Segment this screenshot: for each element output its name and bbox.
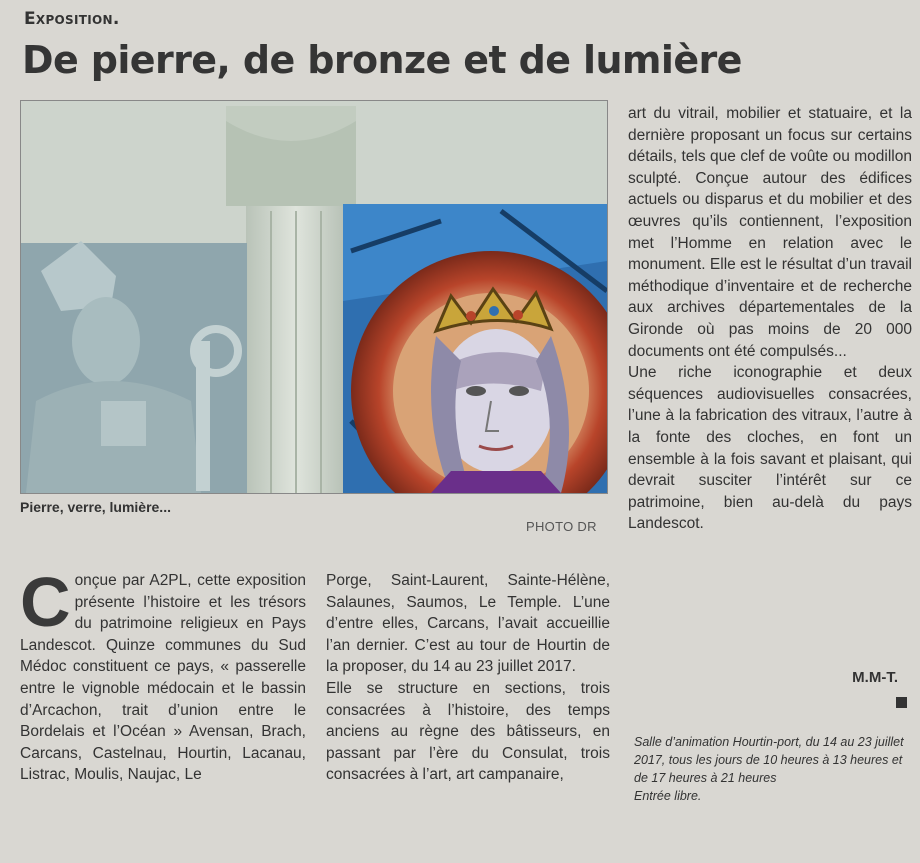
article-column-1 [20,563,306,786]
paragraph: Une riche iconographie et deux séquences audiovisuelles consacrées, l’une à la fabrication des vitraux, l’autre à la fonte des cloches, en font un ensemble à la fois savant et plaisant, qui devrait susciter l’intérêt sur ce patrimoine, bien au-delà du pays Landescot. [628,364,912,533]
event-info [634,733,916,805]
end-square-icon [896,697,907,708]
event-info-entry: Entrée libre. [634,789,702,803]
photo-illustration [21,101,607,493]
author-signature: M.M-T. [852,669,898,686]
paragraph: onçue par A2PL, cette exposition présente l’histoire et les trésors du patrimoine religieux en Pays Landescot. Quinze communes du Sud Médoc constituent ce pays, « passerelle entre le vignoble médocain et le bassin d’Arcachon, trait d’union entre le Bordelais et l’Océan » Avensan, Brach, Carcans, Castelnau, Hourtin, Lacanau, Listrac, Moulis, Naujac, Le [20,572,306,784]
photo-caption: Pierre, verre, lumière... [20,499,171,515]
article-column-2 [326,570,610,786]
article-column-3 [628,103,912,535]
event-info-details: Salle d’animation Hourtin-port, du 14 au 23 juillet 2017, tous les jours de 10 heures à 13 heures et de 17 heures à 21 heures [634,735,904,785]
paragraph: art du vitrail, mobilier et statuaire, et la dernière proposant un focus sur certains détails, tels que clef de voûte ou modillon sculpté. Conçue autour des édifices actuels ou disparus et du mobilier et des œuvres qu’ils contiennent, l’exposition met l’Homme en relation avec le monument. Elle est le résultat d’un travail méthodique d’inventaire et de recherche aux archives départementales de la Gironde où pas moins de 20 000 documents ont été compulsés... [628,105,912,360]
photo-credit: PHOTO DR [526,519,597,534]
drop-cap: C [20,563,71,641]
paragraph: Elle se structure en sections, trois consacrées à l’histoire, des temps anciens au règne des bâtisseurs, en passant par l’ère du Consulat, trois consacrées à l’art, art campanaire, [326,679,610,784]
article-title: De pierre, de bronze et de lumière [22,38,742,82]
article-photo [20,100,608,494]
paragraph: Porge, Saint-Laurent, Sainte-Hélène, Salaunes, Saumos, Le Temple. L’une d’entre elles, Carcans, l’avait accueillie l’an dernier. C’est au tour de Hourtin de la proposer, du 14 au 23 juillet 2017. [326,572,610,676]
section-kicker: Exposition. [24,9,120,29]
